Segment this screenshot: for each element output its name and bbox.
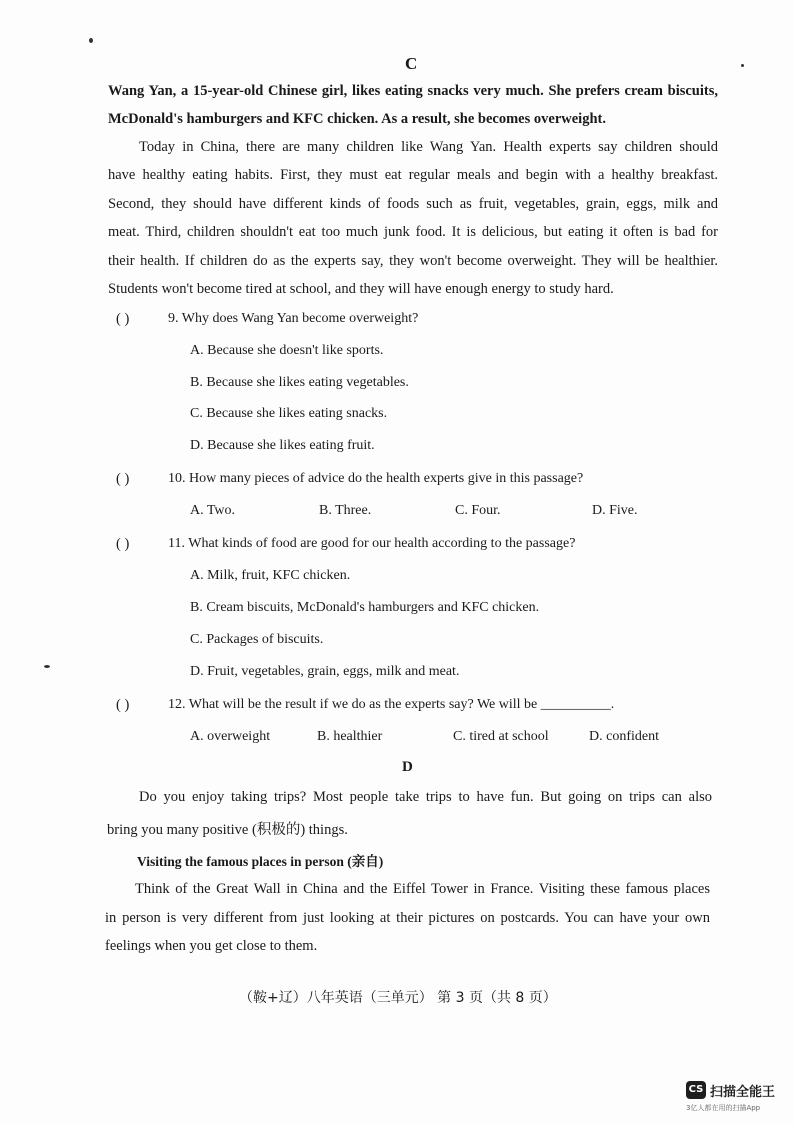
passage-c-line: have healthy eating habits. First, they must eat regular meals and begin with a healthy breakfast.	[108, 167, 718, 183]
passage-d-subheading: Visiting the famous places in person (亲自)	[137, 854, 384, 869]
question-11: 11. What kinds of food are good for our health according to the passage?	[168, 536, 576, 551]
option-12b: B. healthier	[317, 729, 383, 744]
answer-blank[interactable]: ( )	[116, 536, 130, 552]
option-11a: A. Milk, fruit, KFC chicken.	[190, 568, 351, 583]
option-9c: C. Because she likes eating snacks.	[190, 406, 388, 421]
page-footer: （鞍+辽）八年英语（三单元） 第 3 页（共 8 页）	[239, 990, 557, 1006]
option-11b: B. Cream biscuits, McDonald's hamburgers and KFC chicken.	[190, 600, 540, 615]
passage-c-line: their health. If children do as the experts say, they won't become overweight. They will be healthier.	[108, 253, 718, 269]
scanner-app-name: 扫描全能王	[710, 1085, 776, 1100]
passage-c-line: Today in China, there are many children like Wang Yan. Health experts say children should	[139, 139, 718, 155]
option-12d: D. confident	[589, 729, 659, 744]
passage-d-line: bring you many positive (积极的) things.	[107, 822, 348, 838]
option-11c: C. Packages of biscuits.	[190, 632, 324, 647]
option-12c: C. tired at school	[453, 729, 549, 744]
option-12a: A. overweight	[190, 729, 271, 744]
answer-blank[interactable]: ( )	[116, 311, 130, 327]
option-10c: C. Four.	[455, 503, 501, 518]
passage-c-line: Wang Yan, a 15-year-old Chinese girl, likes eating snacks very much. She prefers cream biscuits,	[108, 83, 718, 99]
passage-c-line: meat. Third, children shouldn't eat too much junk food. It is delicious, but eating it often is bad for	[108, 224, 718, 240]
option-10b: B. Three.	[319, 503, 372, 518]
option-9a: A. Because she doesn't like sports.	[190, 343, 384, 358]
option-11d: D. Fruit, vegetables, grain, eggs, milk and meat.	[190, 664, 460, 679]
scan-speck	[44, 665, 50, 668]
passage-c-line: Second, they should have different kinds of foods such as fruit, vegetables, grain, eggs, milk and	[108, 196, 718, 212]
question-9: 9. Why does Wang Yan become overweight?	[168, 311, 419, 326]
question-12: 12. What will be the result if we do as the experts say? We will be __________.	[168, 697, 615, 712]
scan-speck	[741, 64, 744, 67]
passage-d-line: feelings when you get close to them.	[105, 938, 318, 954]
option-9b: B. Because she likes eating vegetables.	[190, 375, 409, 390]
passage-d-line: in person is very different from just looking at their pictures on postcards. You can have your own	[105, 910, 710, 926]
passage-d-line: Think of the Great Wall in China and the Eiffel Tower in France. Visiting these famous places	[135, 881, 710, 897]
scan-speck	[89, 38, 93, 43]
option-9d: D. Because she likes eating fruit.	[190, 438, 375, 453]
option-10d: D. Five.	[592, 503, 638, 518]
passage-c-line: Students won't become tired at school, and they will have enough energy to study hard.	[108, 281, 614, 297]
section-d-title: D	[402, 759, 413, 775]
passage-d-line: Do you enjoy taking trips? Most people take trips to have fun. But going on trips can also	[139, 789, 712, 805]
scanner-tagline: 3亿人都在用的扫描App	[686, 1104, 761, 1112]
scanner-logo-icon: CS	[686, 1081, 706, 1099]
passage-c-line: McDonald's hamburgers and KFC chicken. As a result, she becomes overweight.	[108, 111, 606, 127]
option-10a: A. Two.	[190, 503, 236, 518]
answer-blank[interactable]: ( )	[116, 697, 130, 713]
answer-blank[interactable]: ( )	[116, 471, 130, 487]
section-c-title: C	[405, 54, 418, 73]
question-10: 10. How many pieces of advice do the health experts give in this passage?	[168, 471, 584, 486]
